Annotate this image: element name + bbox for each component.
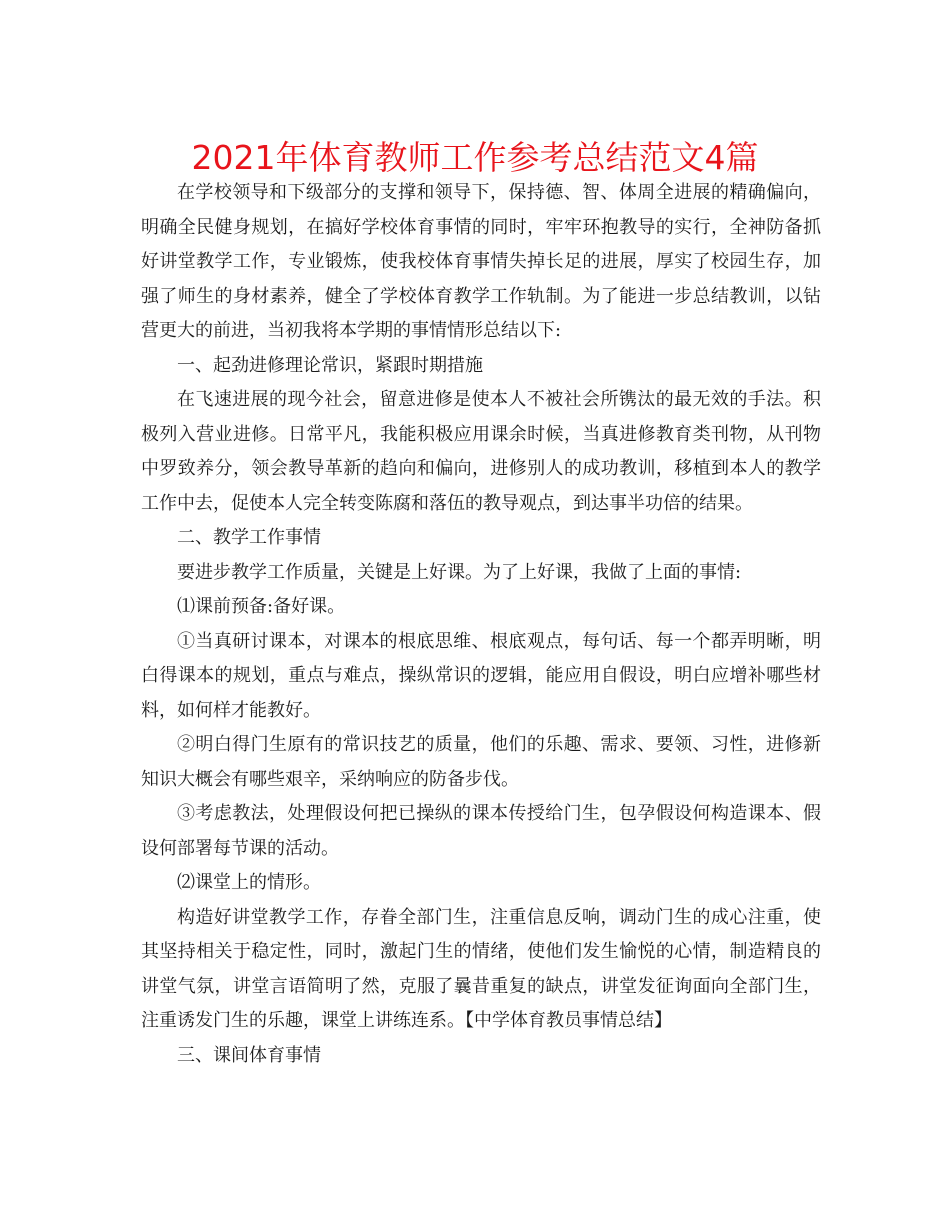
section-heading-3: 三、课间体育事情 [177,1044,321,1066]
paragraph-study: 在飞速进展的现今社会，留意进修是使本人不被社会所镌汰的最无效的手法。积极列入营业进修。日常平凡，我能积极应用课余时候，当真进修教育类刊物，从刊物中罗致养分，领会教导革新的趋向和偏向，进修别人的成功教训，移植到本人的教学工作中去，促使本人完全转变陈腐和落伍的教导观点，到达事半功倍的结果。 [141,389,821,514]
subheading-lesson-prep: ⑴课前预备:备好课。 [177,596,346,617]
list-item-3: ③考虑教法，处理假设何把已操纵的课本传授给门生，包孕假设何构造课本、假设何部署每节课的活动。 [141,803,821,859]
paragraph-teaching: 要进步教学工作质量，关键是上好课。为了上好课，我做了上面的事情: [177,561,742,583]
section-heading-1: 一、起劲进修理论常识，紧跟时期措施 [177,354,483,376]
document-body [141,176,821,1073]
document-title: 2021年体育教师工作参考总结范文4篇 [191,138,759,177]
section-heading-2: 二、教学工作事情 [177,527,321,548]
paragraph-classroom: 构造好讲堂教学工作，存眷全部门生，注重信息反响，调动门生的成心注重，使其坚持相关于稳定性，同时，激起门生的情绪，使他们发生愉悦的心情，制造精良的讲堂气氛，讲堂言语简明了然，克服了曩昔重复的缺点，讲堂发征询面向全部门生，注重诱发门生的乐趣，课堂上讲练连系。【中学体育教员事情总结】 [141,906,821,1031]
list-item-1: ①当真研讨课本，对课本的根底思维、根底观点，每句话、每一个都弄明晰，明白得课本的规划，重点与难点，操纵常识的逻辑，能应用自假设，明白应增补哪些材料，如何样才能教好。 [141,630,821,721]
paragraph-intro: 在学校领导和下级部分的支撑和领导下，保持德、智、体周全进展的精确偏向，明确全民健身规划，在搞好学校体育事情的同时，牢牢环抱教导的实行，全神防备抓好讲堂教学工作，专业锻炼，使我校体育事情失掉长足的进展，厚实了校园生存，加强了师生的身材素养，健全了学校体育教学工作轨制。为了能进一步总结教训，以钻营更大的前进，当初我将本学期的事情情形总结以下: [141,182,821,341]
list-item-2: ②明白得门生原有的常识技艺的质量，他们的乐趣、需求、要领、习性，进修新知识大概会有哪些艰辛，采纳响应的防备步伐。 [141,734,821,790]
subheading-classroom: ⑵课堂上的情形。 [177,872,321,893]
